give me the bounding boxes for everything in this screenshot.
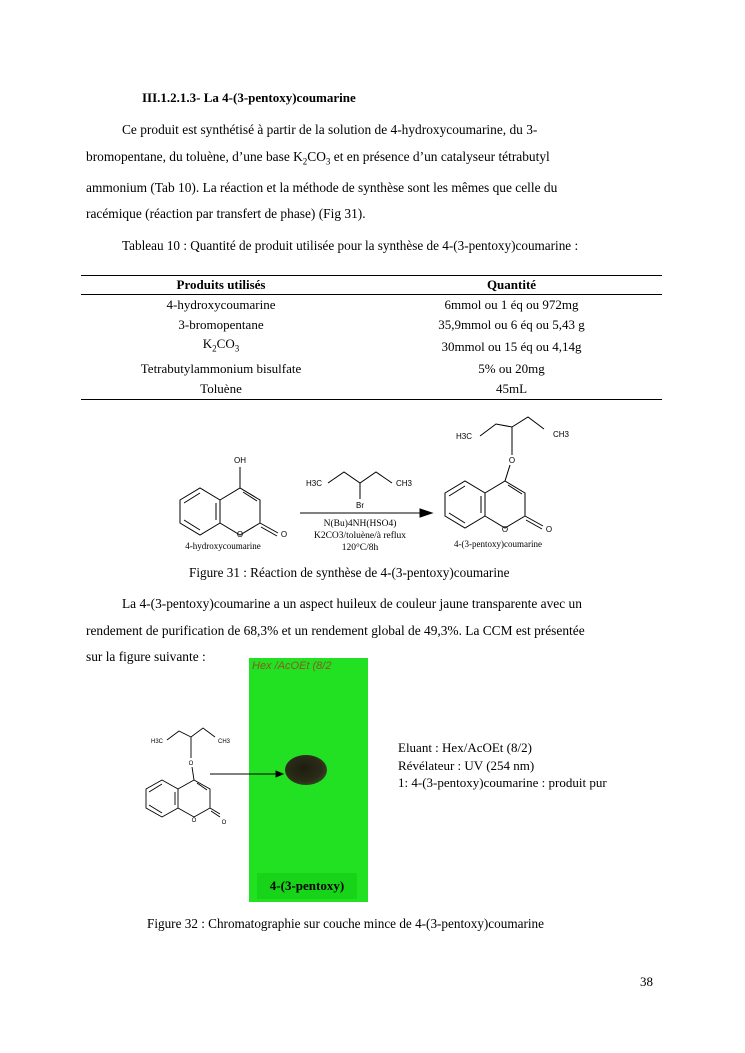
ch3-label: CH3 [218, 739, 231, 745]
ch3-label: CH3 [396, 479, 413, 488]
figure32-caption: Figure 32 : Chromatographie sur couche mince de 4-(3-pentoxy)coumarine [147, 916, 544, 931]
tlc-structure [140, 725, 290, 830]
para2-line2: rendement de purification de 68,3% et un rendement global de 49,3%. La CCM est présentée [86, 622, 585, 638]
reactant-label: 4-hydroxycoumarine [185, 541, 261, 551]
h3c-label: H3C [306, 479, 323, 488]
o-carbonyl-label: O [221, 820, 227, 826]
h3c-label: H3C [456, 432, 473, 441]
tlc-spot [285, 755, 327, 785]
table-cell: Tetrabutylammonium bisulfate [140, 361, 302, 377]
o-ring-label: O [501, 525, 509, 534]
para1-line3: ammonium (Tab 10). La réaction et la méthode de synthèse sont les mêmes que celle du [86, 179, 558, 195]
table-cell: Toluène [81, 379, 361, 399]
table-cell: 45mL [361, 379, 662, 399]
para1-line2: bromopentane, du toluène, d’une base $K_2CO_3$ et en présence d’un catalyseur tétrabutyl [86, 148, 550, 167]
figure31-caption: Figure 31 : Réaction de synthèse de 4-(3-pentoxy)coumarine [189, 565, 510, 580]
table-row [81, 295, 662, 315]
legend-product: 1: 4-(3-pentoxy)coumarine : produit pur [398, 775, 607, 790]
paragraph-result [86, 591, 656, 671]
condition-temperature: 120°C/8h [341, 543, 379, 553]
table-header: Quantité [361, 276, 662, 295]
table-header: Produits utilisés [81, 276, 361, 295]
o-ether-label: O [188, 761, 194, 767]
table-row [81, 315, 662, 335]
br-label: Br [356, 501, 364, 510]
ch3-label: CH3 [553, 430, 570, 439]
reaction-conditions [290, 518, 430, 554]
condition-catalyst: N(Bu)4NH(HSO4) [323, 519, 397, 529]
bromopentane-chain [328, 472, 392, 483]
para2-line3: sur la figure suivante : [86, 649, 206, 664]
tlc-legend [398, 739, 607, 792]
table-caption: Tableau 10 : Quantité de produit utilisée pour la synthèse de 4-(3-pentoxy)coumarine : [122, 238, 579, 253]
page-number: 38 [640, 974, 653, 989]
o-ring-label: O [236, 530, 244, 539]
o-carbonyl-label: O [280, 530, 288, 539]
para2-line1: La 4-(3-pentoxy)coumarine a un aspect huileux de couleur jaune transparente avec un [122, 596, 582, 611]
o-ring-label: O [191, 818, 197, 824]
product-pyrone-ring [485, 481, 525, 528]
section-heading: III.1.2.1.3- La 4-(3-pentoxy)coumarine [142, 90, 356, 105]
para1-line1: Ce produit est synthétisé à partir de la solution de 4-hydroxycoumarine, du 3- [122, 122, 538, 137]
table-cell: $K_2CO_3$ [202, 336, 240, 354]
legend-eluant: Eluant : Hex/AcOEt (8/2) [398, 740, 532, 755]
quantity-table [81, 275, 662, 400]
paragraph-intro [86, 117, 656, 228]
benzene-ring [180, 488, 220, 535]
legend-revelator: Révélateur : UV (254 nm) [398, 757, 535, 773]
plate-label: 4-(3-pentoxy) [257, 873, 357, 899]
o-ether-label: O [508, 456, 516, 465]
table-row [81, 379, 662, 399]
table-cell: 5% ou 20mg [478, 361, 545, 377]
oh-label: OH [234, 456, 246, 465]
table-row [81, 334, 662, 359]
table-cell: 4-hydroxycoumarine [166, 297, 276, 312]
condition-base-solvent: K2CO3/toluène/à reflux [313, 531, 407, 541]
table-cell: 35,9mmol ou 6 éq ou 5,43 g [438, 316, 585, 332]
o-carbonyl-label: O [545, 525, 553, 534]
plate-handwriting: Hex /AcOEt (8/2 [252, 660, 332, 672]
table-cell: 30mmol ou 15 éq ou 4,14g [441, 338, 582, 354]
table-row [81, 359, 662, 379]
table-cell: 3-bromopentane [178, 316, 264, 332]
product-label: 4-(3-pentoxy)coumarine [454, 539, 542, 549]
para1-line4: racémique (réaction par transfert de phase) (Fig 31). [86, 206, 366, 222]
pyrone-ring [220, 488, 260, 535]
h3c-label: H3C [151, 739, 164, 745]
product-benzene-ring [445, 481, 485, 528]
table-cell: 6mmol ou 1 éq ou 972mg [444, 297, 579, 312]
table-header-row [81, 276, 662, 295]
